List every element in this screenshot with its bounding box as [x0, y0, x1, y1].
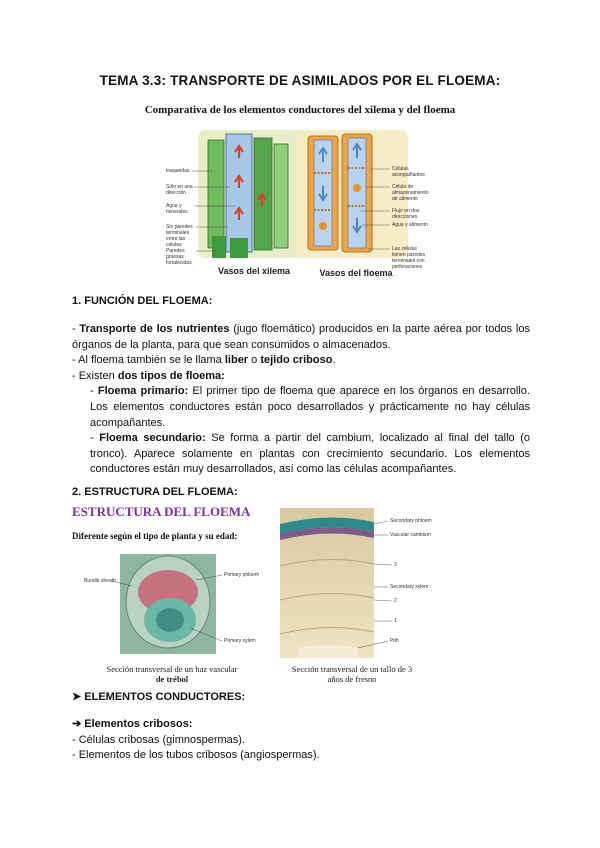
section1-heading: 1. FUNCIÓN DEL FLOEMA: [72, 295, 213, 307]
structure-figure-subtitle: Diferente según el tipo de planta y su edad: [72, 531, 238, 541]
page-title: TEMA 3.3: TRANSPORTE DE ASIMILADOS POR EL FLOEMA: [99, 73, 501, 88]
sub-primary-phloem: - Floema primario: El primer tipo de floema que aparece en los órganos en desarrollo. Los elementos conductores están poco desarrollados y prácticamente no hay células acompañantes. [90, 385, 530, 429]
label-secondary-xylem: Secondary xylem [390, 584, 429, 590]
xylem-vessels-label: Vasos del xilema [217, 266, 291, 276]
label-secondary-phloem: Secondary phloem [390, 518, 432, 524]
sub-secondary-phloem: - Floema secundario: Se forma a partir del cambium, localizado al final del tallo (o tronco). Aparece solamente en plantas con crecimiento secundario. Los elementos conductores están muy desarrollados, así como las células acompañantes. [90, 432, 530, 476]
figure1-label: Célula de almacenamiento de alimento [392, 184, 429, 202]
xylem-vessels-illustration [208, 134, 288, 258]
bullet-liber: - Al floema también se le llama liber o tejido criboso. [72, 354, 336, 367]
figure1-label: Las células tienen paredes terminales con perforaciones [392, 246, 426, 270]
figure1-label: Paredes gruesas fortalecidas [166, 248, 192, 266]
label-ring-3: 3 [394, 562, 397, 568]
ash-stem-micrograph [278, 508, 432, 658]
figure1-label: Sólo en una dirección [166, 184, 193, 196]
figure1-label: Células acompañantes [392, 166, 425, 178]
structure-figure-title: ESTRUCTURA DEL FLOEMA [72, 504, 251, 519]
figure1-label: Agua y minerales [166, 203, 188, 215]
label-vascular-cambium: Vascular cambium [390, 532, 431, 538]
sieve-elements-heading: ➔ Elementos cribosos: [72, 718, 193, 730]
phloem-vessels-label: Vasos del floema [319, 268, 393, 278]
bullet-types: - Existen dos tipos de floema: [72, 369, 225, 382]
section2-heading: 2. ESTRUCTURA DEL FLOEMA: [72, 486, 238, 498]
xylem-phloem-comparison-figure [150, 128, 450, 284]
label-bundle-sheath: Bundle sheath [84, 578, 116, 584]
clover-caption: Sección transversal de un haz vascular de trébol [106, 664, 238, 684]
label-primary-phloem: Primary phloem [224, 572, 260, 578]
clover-bundle-micrograph [72, 548, 272, 664]
item-sieve-cells: - Células cribosas (gimnospermas). [72, 733, 245, 746]
figure1-label: traqueidas [166, 168, 190, 174]
figure1-label: Flujo en dos direcciones [392, 208, 420, 220]
section1-body [72, 322, 530, 478]
clover-bundle-figure [72, 504, 272, 682]
label-ring-2: 2 [394, 598, 397, 604]
item-sieve-tubes: - Elementos de los tubos cribosos (angiospermas). [72, 749, 320, 762]
figure1-label: Agua y alimento [392, 222, 428, 228]
label-ring-1: 1 [394, 618, 397, 624]
figure1-label: Sin paredes terminales entre las células [166, 224, 193, 248]
bullet-transport: - Transporte de los nutrientes (jugo floemático) producidos en la parte aérea por todos los órganos de la planta, para que sean consumidos o almacenados. [72, 323, 530, 351]
section3-body [72, 717, 530, 764]
ash-stem-figure [278, 508, 432, 686]
section3-heading: ➤ ELEMENTOS CONDUCTORES: [72, 691, 246, 703]
figure1-caption: Comparativa de los elementos conductores del xilema y del floema [144, 104, 456, 116]
label-primary-xylem: Primary xylem [224, 638, 256, 644]
label-pith: Pith [390, 638, 399, 644]
ash-caption: Sección transversal de un tallo de 3 años de fresno [291, 664, 413, 684]
